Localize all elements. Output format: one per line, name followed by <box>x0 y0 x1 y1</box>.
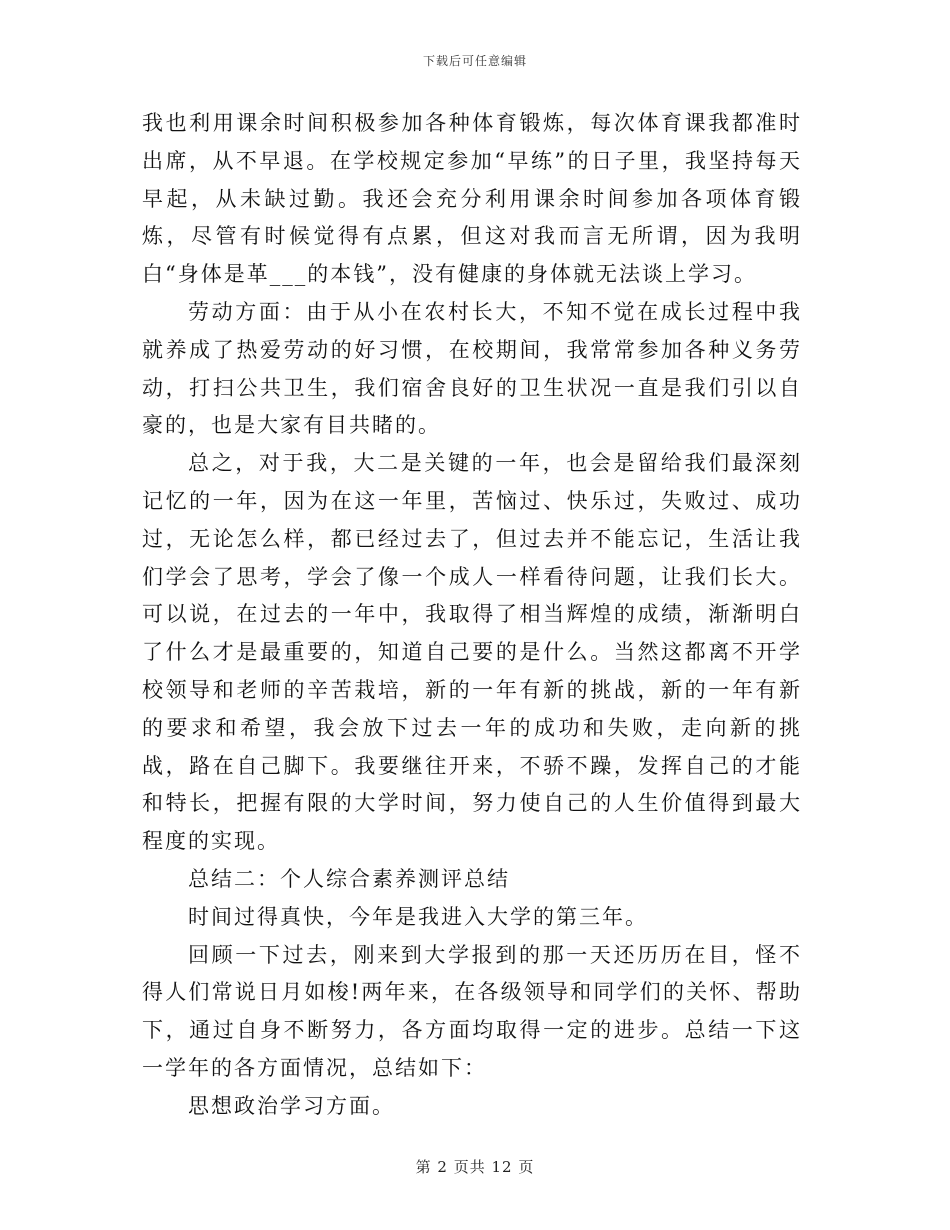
paragraph-politics: 思想政治学习方面。 <box>188 1093 395 1118</box>
paragraph-review: 回顾一下过去，刚来到大学报到的那一天还历历在目，怪不得人们常说日月如梭!两年来，在各级领导和同学们的关怀、帮助下，通过自身不断努力，各方面均取得一定的进步。总结一下这一学年的各方面情况，总结如下： <box>142 942 802 1080</box>
paragraph-labor: 劳动方面：由于从小在农村长大，不知不觉在成长过程中我就养成了热爱劳动的好习惯，在校期间，我常常参加各种义务劳动，打扫公共卫生，我们宿舍良好的卫生状况一直是我们引以自豪的，也是大家有目共睹的。 <box>142 299 802 438</box>
page-header: 下载后可任意编辑 <box>422 54 527 68</box>
document-body <box>142 105 802 1126</box>
paragraph-conclusion: 总之，对于我，大二是关键的一年，也会是留给我们最深刻记忆的一年，因为在这一年里，苦恼过、快乐过，失败过、成功过，无论怎么样，都已经过去了，但过去并不能忘记，生活让我们学会了思考，学会了像一个成人一样看待问题，让我们长大。可以说，在过去的一年中，我取得了相当辉煌的成绩，渐渐明白了什么才是最重要的，知道自己要的是什么。当然这都离不开学校领导和老师的辛苦栽培，新的一年有新的挑战，新的一年有新的要求和希望，我会放下过去一年的成功和失败，走向新的挑战，路在自己脚下。我要继往开来，不骄不躁，发挥自己的才能和特长，把握有限的大学时间，努力使自己的人生价值得到最大程度的实现。 <box>142 451 802 854</box>
section-heading-summary-two: 总结二：个人综合素养测评总结 <box>188 866 510 891</box>
page-footer: 第 2 页共 12 页 <box>415 1158 535 1176</box>
paragraph-time: 时间过得真快，今年是我进入大学的第三年。 <box>188 904 648 929</box>
paragraph-sports: 我也利用课余时间积极参加各种体育锻炼，每次体育课我都准时出席，从不早退。在学校规定参加“早练”的日子里，我坚持每天早起，从未缺过勤。我还会充分利用课余时间参加各项体育锻炼，尽管有时候觉得有点累，但这对我而言无所谓，因为我明白“身体是革___的本钱”，没有健康的身体就无法谈上学习。 <box>142 111 802 287</box>
